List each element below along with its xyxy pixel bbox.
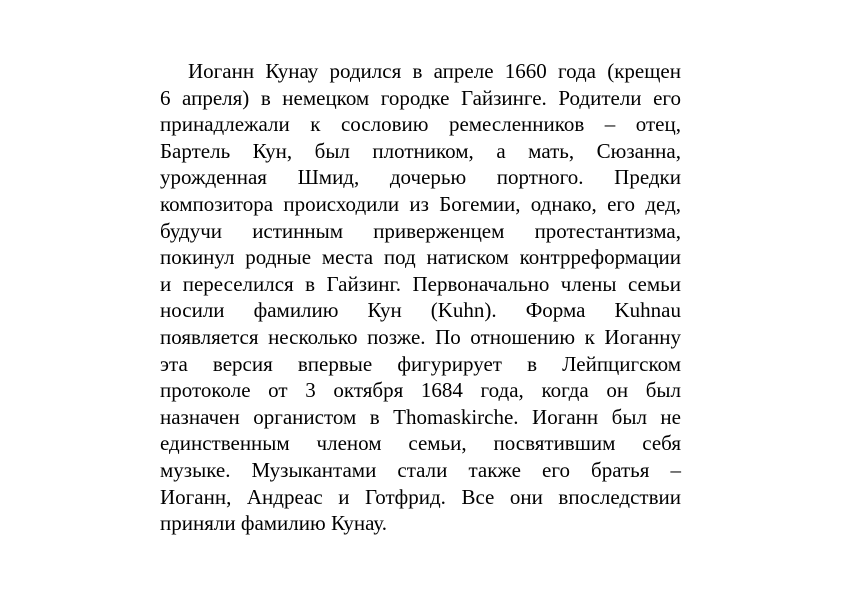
paragraph-line: эта версия впервые фигурирует в Лейпцигском: [160, 351, 681, 376]
paragraph-line: Бартель Кун, был плотником, а мать, Сюзанна,: [160, 138, 681, 163]
paragraph-line: будучи истинным приверженцем протестантизма,: [160, 218, 681, 243]
paragraph-line: появляется несколько позже. По отношению к Иоганну: [160, 324, 681, 349]
paragraph-line: композитора происходили из Богемии, однако, его дед,: [160, 191, 681, 216]
paragraph-line: урожденная Шмид, дочерью портного. Предки: [160, 165, 681, 190]
paragraph-line: единственным членом семьи, посвятившим себя: [160, 431, 681, 456]
paragraph-line: покинул родные места под натиском контрреформации: [160, 245, 681, 270]
paragraph-line: Иоганн, Андреас и Готфрид. Все они впоследствии: [160, 484, 681, 509]
paragraph-line: и переселился в Гайзинг. Первоначально члены семьи: [160, 271, 681, 296]
paragraph-line: протоколе от 3 октября 1684 года, когда он был: [160, 378, 681, 403]
paragraph-line: носили фамилию Кун (Kuhn). Форма Kuhnau: [160, 298, 681, 323]
paragraph-line: музыке. Музыкантами стали также его братья –: [160, 457, 681, 482]
paragraph-line: 6 апреля) в немецком городке Гайзинге. Родители его: [160, 85, 681, 110]
paragraph-line: принадлежали к сословию ремесленников – отец,: [160, 112, 681, 137]
paragraph-line: Иоганн Кунау родился в апреле 1660 года (крещен: [188, 59, 681, 83]
paragraph-line: назначен органистом в Thomaskirche. Иоганн был не: [160, 404, 681, 429]
body-paragraph: [160, 58, 681, 537]
paragraph-line: приняли фамилию Кунау.: [160, 511, 388, 536]
